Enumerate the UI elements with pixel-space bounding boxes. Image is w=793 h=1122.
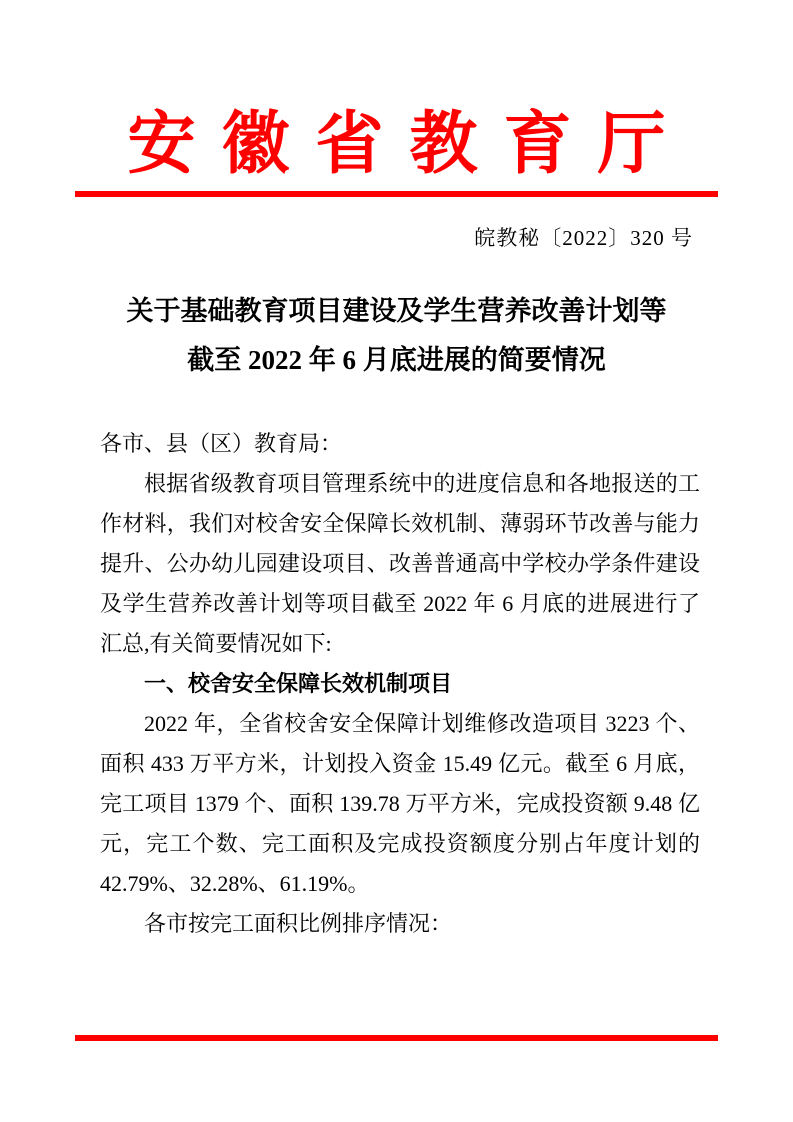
document-title-line-2: 截至 2022 年 6 月底进展的简要情况 [187,345,606,375]
agency-name: 安徽省教育厅 [127,106,692,182]
document-title-line-1: 关于基础教育项目建设及学生营养改善计划等 [126,296,667,326]
paragraph-ranking-lead-in: 各市按完工面积比例排序情况： [144,911,453,936]
paragraph-section-1-stats: 2022 年，全省校舍安全保障计划维修改造项目 3223 个、面积 433 万平方米，计划投入资金 15.49 亿元。截至 6 月底，完工项目 1379 个、面积 139.78 万平方米，完成投资额 9.48 亿元，完工个数、完工面积及完成投资额度分别占年度计划的 42.79%、32.28%、61.19%。 [100,711,700,896]
document-body [100,424,700,944]
letterhead-divider-rule [75,191,718,197]
salutation: 各市、县（区）教育局： [100,431,343,456]
footer-divider-rule [75,1035,718,1041]
section-1-heading: 一、校舍安全保障长效机制项目 [144,671,453,696]
document-number: 皖教秘〔2022〕320 号 [474,226,693,250]
paragraph-intro: 根据省级教育项目管理系统中的进度信息和各地报送的工作材料，我们对校舍安全保障长效机制、薄弱环节改善与能力提升、公办幼儿园建设项目、改善普通高中学校办学条件建设及学生营养改善计划等项目截至 2022 年 6 月底的进展进行了汇总,有关简要情况如下: [100,471,700,656]
document-title [0,287,793,385]
